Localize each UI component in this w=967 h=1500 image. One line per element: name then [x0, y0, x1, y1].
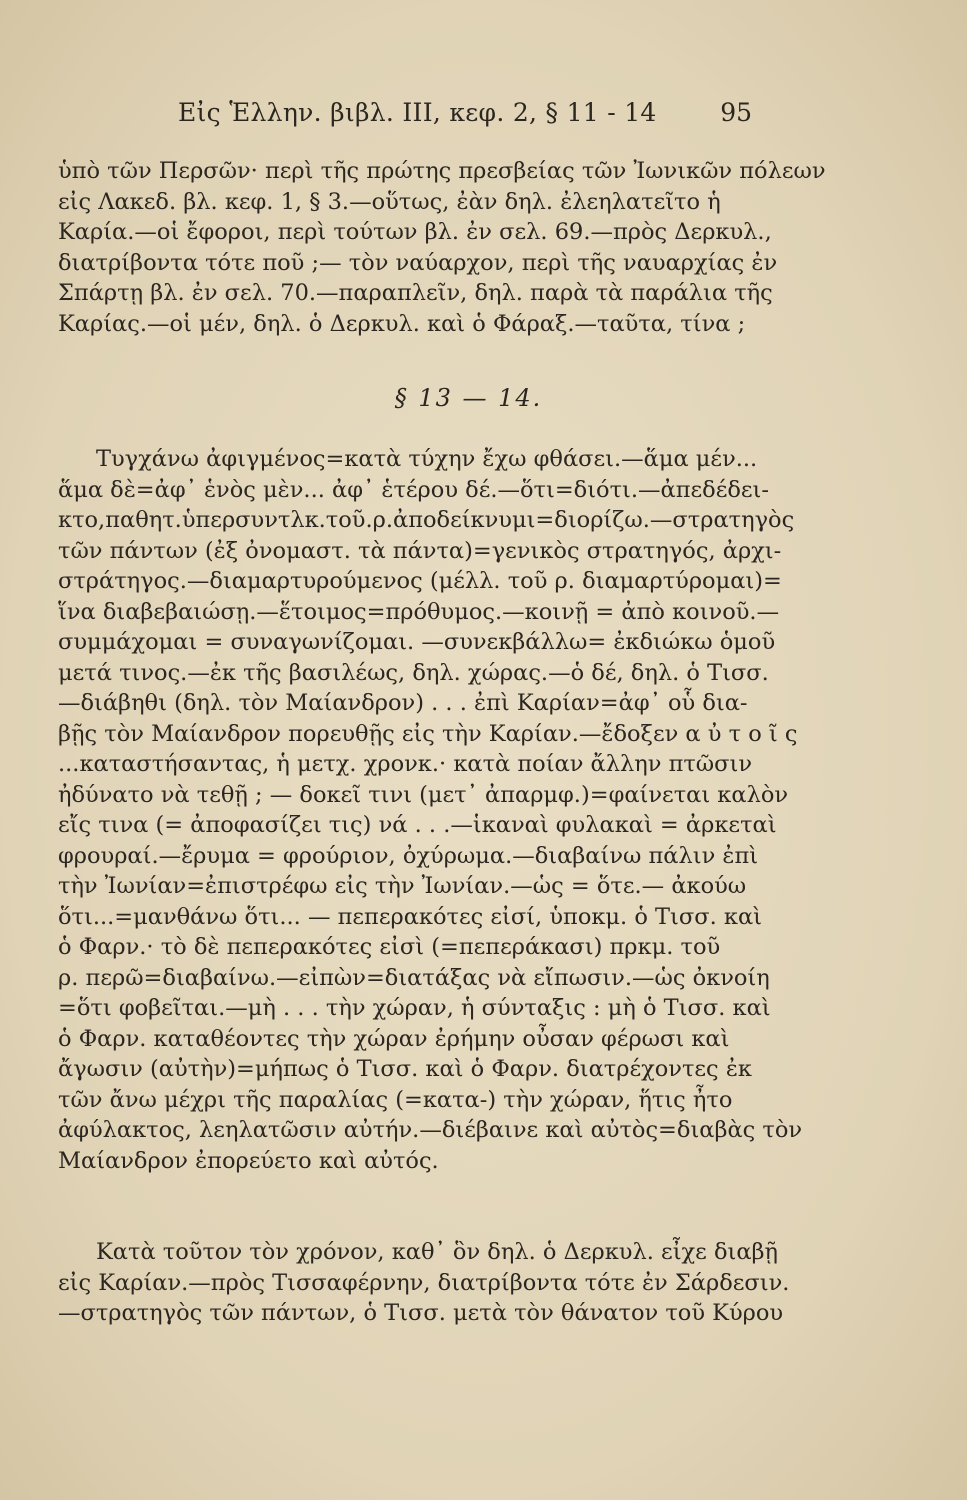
text-line: μετά τινος.—ἐκ τῆς βασιλέως, δηλ. χώρας.—ὁ δέ, δηλ. ὁ Τισσ.	[58, 659, 769, 686]
text-line	[58, 1176, 754, 1207]
text-line: ὁ Φαρν.· τὸ δὲ πεπερακότες εἰσὶ (=πεπεράκασι) πρκμ. τοῦ	[58, 934, 721, 960]
text-line: φρουραί.—ἔρυμα = φρούριον, ὀχύρωμα.—διαβαίνω πάλιν ἐπὶ	[58, 842, 759, 869]
text-line: βῇς τὸν Μαίανδρον πορευθῇς εἰς τὴν Καρίαν.—ἔδοξεν α ὐ τ ο ῖ ς	[58, 720, 798, 747]
text-line: Τυγχάνω ἀφιγμένος=κατὰ τύχην ἔχω φθάσει.—ἅμα μέν...	[96, 446, 758, 472]
text-line: ὑπὸ τῶν Περσῶν· περὶ τῆς πρώτης πρεσβείας τῶν Ἰωνικῶν πόλεων	[58, 158, 826, 184]
text-line: εἴς τινα (= ἀποφασίζει τις) νά . . .—ἱκαναὶ φυλακαὶ = ἀρκεταὶ	[58, 812, 777, 838]
text-line: τῶν πάντων (ἐξ ὀνομαστ. τὰ πάντα)=γενικὸς στρατηγός, ἀρχι-	[58, 537, 782, 564]
page-number: 95	[720, 98, 752, 127]
text-line: εἰς Καρίαν.—πρὸς Τισσαφέρνην, διατρίβοντα τότε ἐν Σάρδεσιν.	[58, 1269, 790, 1296]
running-header	[60, 98, 752, 132]
text-line: —στρατηγὸς τῶν πάντων, ὁ Τισσ. μετὰ τὸν θάνατον τοῦ Κύρου	[58, 1300, 784, 1326]
text-line: Σπάρτῃ βλ. ἐν σελ. 70.—παραπλεῖν, δηλ. παρὰ τὰ παράλια τῆς	[58, 280, 773, 306]
text-line: =ὅτι φοβεῖται.—μὴ . . . τὴν χώραν, ἡ σύνταξις : μὴ ὁ Τισσ. καὶ	[58, 995, 771, 1021]
text-line: διατρίβοντα τότε ποῦ ;— τὸν ναύαρχον, περὶ τῆς ναυαρχίας ἐν	[58, 249, 778, 276]
text-line	[58, 1207, 754, 1238]
text-line: κτο,παθητ.ὑπερσυντλκ.τοῦ.ρ.ἀποδείκνυμι=διορίζω.—στρατηγὸς	[58, 507, 795, 533]
text-line: Μαίανδρον ἐπορεύετο καὶ αὐτός.	[58, 1147, 439, 1174]
text-line: Καρίας.—οἱ μέν, δηλ. ὁ Δερκυλ. καὶ ὁ Φάραξ.—ταῦτα, τίνα ;	[58, 310, 746, 337]
section-heading	[0, 384, 967, 412]
text-line: συμμάχομαι = συναγωνίζομαι. —συνεκβάλλω= ἐκδιώκω ὁμοῦ	[58, 629, 776, 655]
text-line: Κατὰ τοῦτον τὸν χρόνον, καθ᾽ ὃν δηλ. ὁ Δερκυλ. εἶχε διαβῇ	[96, 1239, 779, 1265]
header-title: Εἰς Ἑλλην. βιβλ. III, κεφ. 2, § 11 - 14	[178, 98, 657, 127]
text-line: τῶν ἄνω μέχρι τῆς παραλίας (=κατα-) τὴν χώραν, ἥτις ἦτο	[58, 1086, 733, 1113]
text-line	[58, 339, 754, 370]
text-line: στράτηγος.—διαμαρτυρούμενος (μέλλ. τοῦ ρ. διαμαρτύρομαι)=	[58, 568, 782, 594]
text-line: ἵνα διαβεβαιώσῃ.—ἕτοιμος=πρόθυμος.—κοινῇ = ἀπὸ κοινοῦ.—	[58, 598, 780, 625]
text-line: —διάβηθι (δηλ. τὸν Μαίανδρον) . . . ἐπὶ Καρίαν=ἀφ᾽ οὗ δια-	[58, 690, 748, 716]
text-line: ἄγωσιν (αὐτὴν)=μήπως ὁ Τισσ. καὶ ὁ Φαρν. διατρέχοντες ἐκ	[58, 1056, 752, 1082]
text-line: ἠδύνατο νὰ τεθῇ ; — δοκεῖ τινι (μετ᾽ ἀπαρμφ.)=φαίνεται καλὸν	[58, 781, 789, 808]
paragraph-2	[58, 444, 803, 1329]
text-line: ρ. περῶ=διαβαίνω.—εἰπὼν=διατάξας νὰ εἴπωσιν.—ὡς ὀκνοίη	[58, 964, 770, 991]
text-line: ἀφύλακτος, λεηλατῶσιν αὐτήν.—διέβαινε καὶ αὐτὸς=διαβὰς τὸν	[58, 1117, 803, 1143]
text-line: ὁ Φαρν. καταθέοντες τὴν χώραν ἐρήμην οὖσαν φέρωσι καὶ	[58, 1025, 730, 1052]
text-line: ὅτι...=μανθάνω ὅτι... — πεπερακότες εἰσί, ὑποκμ. ὁ Τισσ. καὶ	[58, 903, 762, 930]
section-heading-text: § 13 — 14.	[394, 384, 543, 412]
text-line: ...καταστήσαντας, ἡ μετχ. χρονκ.· κατὰ ποίαν ἄλλην πτῶσιν	[58, 751, 753, 777]
paragraph-1	[58, 156, 826, 370]
text-line: Καρία.—οἱ ἔφοροι, περὶ τούτων βλ. ἐν σελ. 69.—πρὸς Δερκυλ.,	[58, 219, 772, 245]
text-line: εἰς Λακεδ. βλ. κεφ. 1, § 3.—οὕτως, ἐὰν δηλ. ἐλεηλατεῖτο ἡ	[58, 188, 721, 215]
text-line: ἅμα δὲ=ἀφ᾽ ἑνὸς μὲν... ἀφ᾽ ἑτέρου δέ.—ὅτι=διότι.—ἀπεδέδει-	[58, 476, 769, 503]
text-line: τὴν Ἰωνίαν=ἐπιστρέφω εἰς τὴν Ἰωνίαν.—ὡς = ὅτε.— ἀκούω	[58, 873, 747, 899]
